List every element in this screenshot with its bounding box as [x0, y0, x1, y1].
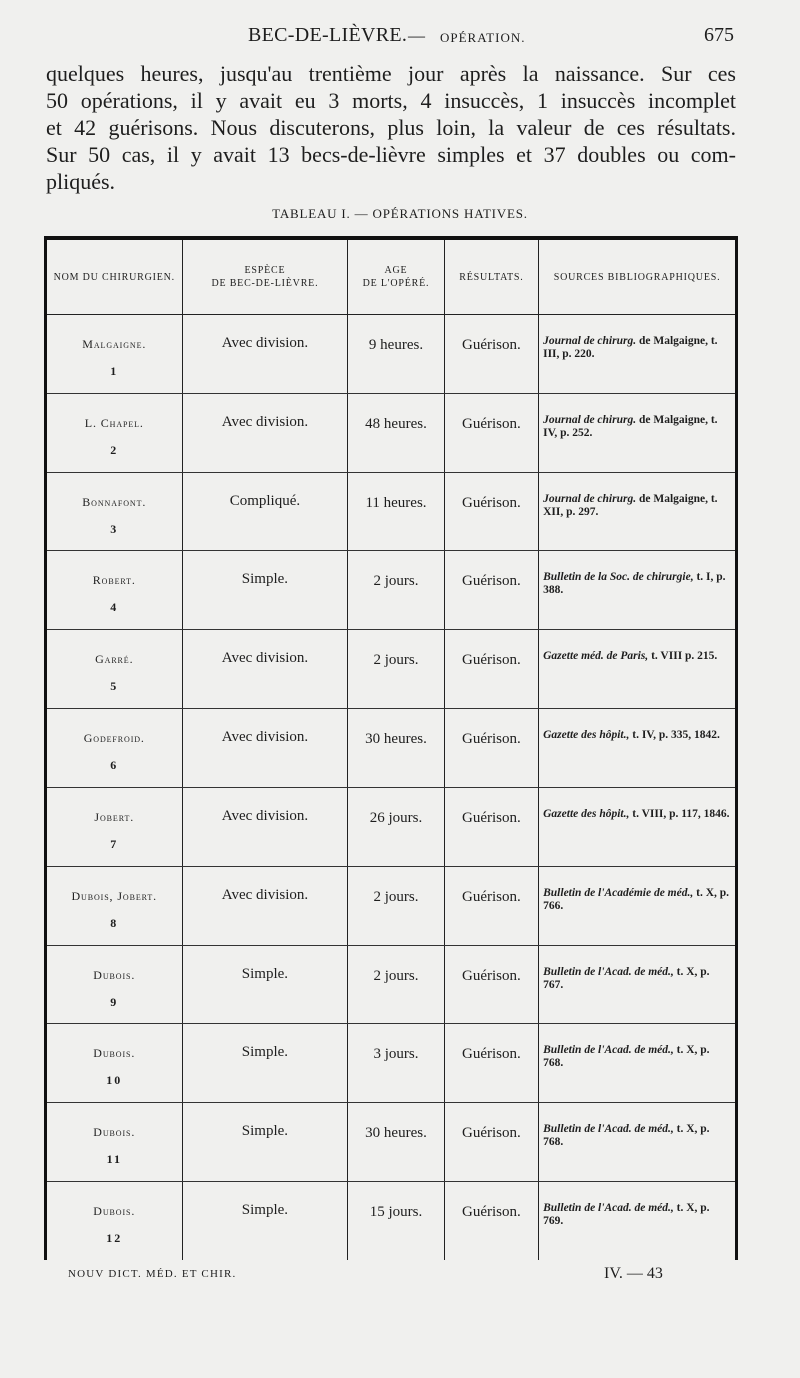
table-row — [46, 1103, 737, 1182]
table-row — [46, 1182, 737, 1260]
footer-signature: IV. — 43 — [604, 1265, 663, 1282]
source-cell — [539, 472, 737, 551]
source-details: t. IV, p. 335, 1842. — [629, 729, 720, 742]
table-row — [46, 866, 737, 945]
source-cell — [539, 393, 737, 472]
kind-cell: Avec division. — [182, 866, 348, 945]
source-details: t. X, p. 767. — [543, 965, 710, 991]
source-cell — [539, 315, 737, 394]
header-kind: ESPÈCE DE BEC-DE-LIÈVRE. — [182, 238, 348, 315]
result-cell: Guérison. — [444, 393, 538, 472]
source-title: Gazette des hôpit., — [543, 807, 630, 820]
header-sources: SOURCES BIBLIOGRAPHIQUES. — [539, 238, 737, 315]
surgeon-name: Dubois. — [93, 1204, 136, 1219]
result-cell: Guérison. — [444, 866, 538, 945]
age-cell: 2 jours. — [348, 551, 444, 630]
result-cell: Guérison. — [444, 709, 538, 788]
table-row — [46, 709, 737, 788]
kind-cell: Compliqué. — [182, 472, 348, 551]
surgeon-name: Dubois. — [93, 967, 136, 982]
kind-cell: Simple. — [182, 1024, 348, 1103]
source-details: t. VIII p. 215. — [648, 650, 718, 663]
surgeon-cell — [46, 709, 183, 788]
table-row — [46, 630, 737, 709]
source-title: Journal de chirurg. — [543, 413, 637, 426]
surgeon-name: Dubois, Jobert. — [71, 888, 158, 903]
source-cell — [539, 787, 737, 866]
source-cell — [539, 630, 737, 709]
source-details: de Malgaigne, t. III, p. 220. — [543, 335, 718, 360]
age-cell: 26 jours. — [348, 787, 444, 866]
surgeon-cell — [46, 866, 183, 945]
source-title: Bulletin de l'Acad. de méd., — [543, 965, 674, 978]
surgeon-name: Malgaigne. — [82, 337, 147, 351]
surgeon-name: Jobert. — [94, 809, 135, 824]
source-details: t. X, p. 768. — [543, 1044, 710, 1070]
age-cell: 3 jours. — [348, 1024, 444, 1103]
paragraph-line: pliqués. — [46, 169, 116, 194]
surgeon-cell — [46, 551, 183, 630]
result-cell: Guérison. — [444, 551, 538, 630]
source-cell — [539, 866, 737, 945]
result-cell: Guérison. — [444, 1024, 538, 1103]
table-row — [46, 945, 737, 1024]
surgeon-name: L. Chapel. — [84, 415, 144, 430]
age-cell: 15 jours. — [348, 1182, 444, 1260]
result-cell: Guérison. — [444, 1103, 538, 1182]
kind-cell: Avec division. — [182, 630, 348, 709]
source-cell — [539, 709, 737, 788]
source-details: t. X, p. 766. — [543, 886, 730, 912]
case-number: 6 — [110, 758, 119, 773]
kind-cell: Simple. — [182, 551, 348, 630]
source-title: Bulletin de l'Acad. de méd., — [543, 1202, 674, 1215]
result-cell: Guérison. — [444, 945, 538, 1024]
source-cell — [539, 551, 737, 630]
result-cell: Guérison. — [444, 472, 538, 551]
table-row — [46, 472, 737, 551]
case-number: 7 — [110, 836, 119, 851]
source-details: t. X, p. 769. — [543, 1202, 710, 1228]
surgeon-name: Dubois. — [93, 1125, 136, 1140]
source-title: Journal de chirurg. — [543, 335, 637, 347]
case-number: 3 — [110, 521, 119, 536]
table-row — [46, 1024, 737, 1103]
table-row — [46, 315, 737, 394]
case-number: 12 — [106, 1231, 123, 1246]
case-number: 11 — [106, 1152, 122, 1167]
source-title: Bulletin de l'Académie de méd., — [543, 886, 694, 899]
source-details: t. I, p. 388. — [543, 571, 726, 597]
age-cell: 48 heures. — [348, 393, 444, 472]
kind-cell: Avec division. — [182, 709, 348, 788]
table-caption: TABLEAU I. — OPÉRATIONS HATIVES. — [272, 206, 528, 221]
case-number: 4 — [110, 600, 119, 615]
surgeon-cell — [46, 945, 183, 1024]
source-details: t. X, p. 768. — [543, 1123, 710, 1149]
kind-cell: Simple. — [182, 1182, 348, 1260]
paragraph-line: et 42 guérisons. Nous discuterons, plus loin, la valeur de ces résultats. — [46, 115, 736, 140]
case-number: 2 — [110, 442, 119, 457]
surgeon-cell — [46, 315, 183, 394]
table-row — [46, 393, 737, 472]
paragraph-line: quelques heures, jusqu'au trentième jour après la naissance. Sur ces — [46, 61, 736, 86]
surgeon-cell — [46, 1182, 183, 1260]
footer-publication: NOUV DICT. MÉD. ET CHIR. — [68, 1268, 237, 1280]
source-title: Journal de chirurg. — [543, 492, 637, 505]
source-cell — [539, 1182, 737, 1260]
surgeon-cell — [46, 1024, 183, 1103]
page-footer — [0, 1265, 800, 1288]
source-cell — [539, 945, 737, 1024]
age-cell: 30 heures. — [348, 709, 444, 788]
age-cell: 2 jours. — [348, 945, 444, 1024]
kind-cell: Avec division. — [182, 393, 348, 472]
running-head-dash: — — [408, 26, 425, 45]
operations-table — [44, 236, 738, 1260]
surgeon-cell — [46, 630, 183, 709]
kind-cell: Avec division. — [182, 787, 348, 866]
case-number: 10 — [106, 1073, 123, 1088]
source-title: Gazette des hôpit., — [543, 729, 630, 742]
source-title: Bulletin de l'Acad. de méd., — [543, 1123, 674, 1136]
header-result: RÉSULTATS. — [444, 238, 538, 315]
surgeon-name: Garré. — [95, 652, 134, 667]
header-age: AGE DE L'OPÉRÉ. — [348, 238, 444, 315]
paragraph-line: 50 opérations, il y avait eu 3 morts, 4 insuccès, 1 insuccès incomplet — [46, 88, 736, 113]
table-header-row — [46, 238, 737, 315]
table-row — [46, 551, 737, 630]
result-cell: Guérison. — [444, 1182, 538, 1260]
surgeon-cell — [46, 1103, 183, 1182]
source-details: de Malgaigne, t. IV, p. 252. — [543, 413, 718, 439]
source-title: Gazette méd. de Paris, — [543, 650, 649, 663]
header-surgeon: NOM DU CHIRURGIEN. — [46, 238, 183, 315]
result-cell: Guérison. — [444, 787, 538, 866]
case-number: 5 — [110, 679, 119, 694]
source-title: Bulletin de la Soc. de chirurgie, — [543, 571, 694, 584]
case-number: 9 — [110, 994, 119, 1009]
case-number: 8 — [110, 915, 119, 930]
surgeon-name: Dubois. — [93, 1046, 136, 1061]
case-number: 1 — [110, 364, 119, 378]
body-paragraph — [46, 60, 736, 195]
kind-cell: Simple. — [182, 1103, 348, 1182]
age-cell: 2 jours. — [348, 866, 444, 945]
age-cell: 2 jours. — [348, 630, 444, 709]
age-cell: 30 heures. — [348, 1103, 444, 1182]
kind-cell: Avec division. — [182, 315, 348, 394]
source-details: de Malgaigne, t. XII, p. 297. — [543, 492, 718, 518]
running-head-subtitle: OPÉRATION. — [440, 30, 526, 45]
running-head-title: BEC-DE-LIÈVRE. — [248, 24, 408, 46]
surgeon-name: Robert. — [92, 573, 136, 588]
source-cell — [539, 1024, 737, 1103]
age-cell: 9 heures. — [348, 315, 444, 394]
result-cell: Guérison. — [444, 315, 538, 394]
paragraph-line: Sur 50 cas, il y avait 13 becs-de-lièvre simples et 37 doubles ou com- — [46, 142, 736, 167]
surgeon-name: Godefroid. — [83, 731, 145, 746]
table-row — [46, 787, 737, 866]
surgeon-name: Bonnafont. — [82, 494, 147, 509]
source-cell — [539, 1103, 737, 1182]
kind-cell: Simple. — [182, 945, 348, 1024]
surgeon-cell — [46, 472, 183, 551]
running-head — [0, 24, 800, 50]
page-number: 675 — [704, 24, 734, 46]
surgeon-cell — [46, 787, 183, 866]
result-cell: Guérison. — [444, 630, 538, 709]
source-details: t. VIII, p. 117, 1846. — [629, 807, 730, 820]
surgeon-cell — [46, 393, 183, 472]
source-title: Bulletin de l'Acad. de méd., — [543, 1044, 674, 1057]
age-cell: 11 heures. — [348, 472, 444, 551]
